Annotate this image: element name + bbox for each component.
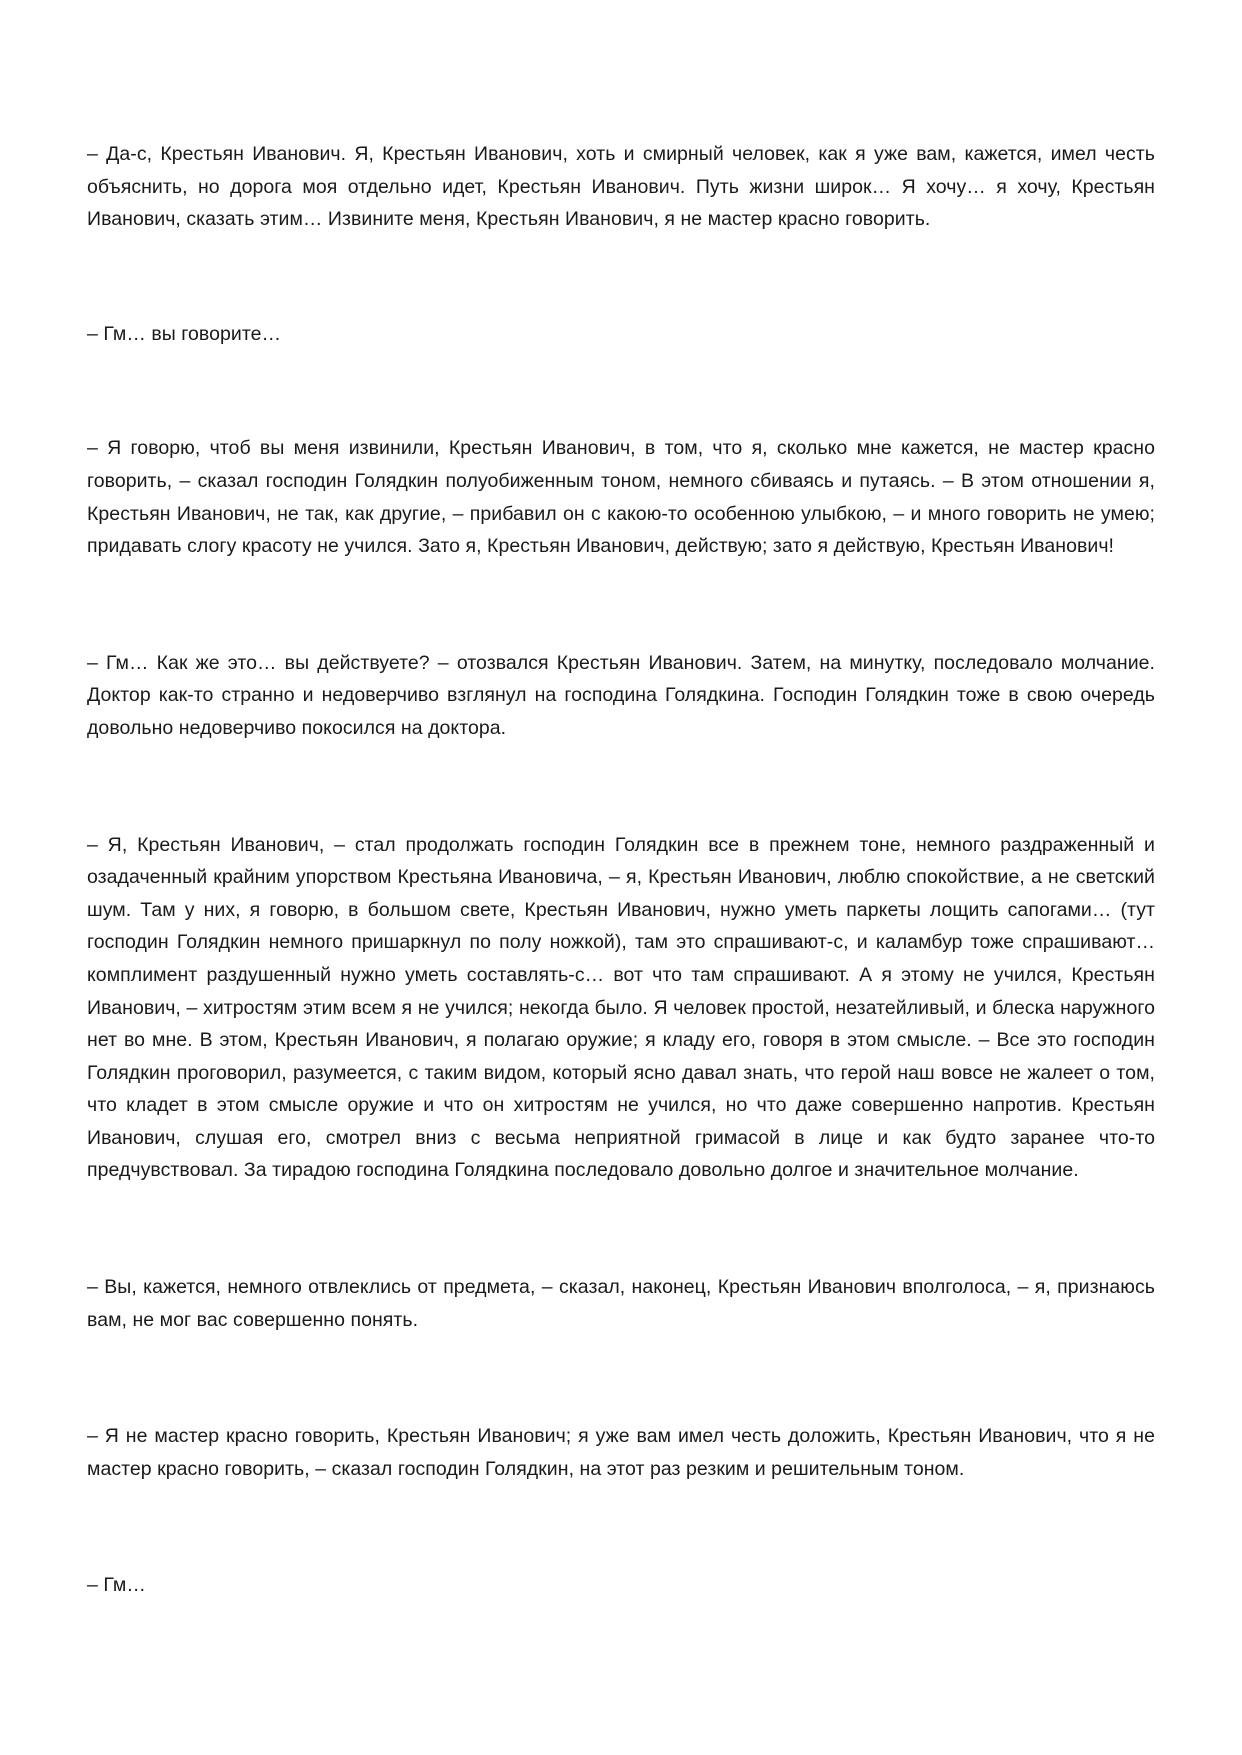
paragraph-spacer: [87, 350, 1155, 432]
paragraph-spacer: [87, 236, 1155, 318]
paragraph-spacer: [87, 1485, 1155, 1569]
paragraph-2: – Гм… вы говорите…: [87, 322, 282, 345]
paragraph-4: – Гм… Как же это… вы действуете? – отозвался Крестьян Иванович. Затем, на минутку, последовало молчание. Доктор как-то странно и недоверчиво взглянул на господина Голядкина. Господин Голядкин тоже в свою очередь довольно недоверчиво покосился на доктора.: [87, 651, 1155, 739]
paragraph-8: – Гм…: [87, 1574, 146, 1597]
paragraph-spacer: [87, 1336, 1155, 1420]
paragraph-6: – Вы, кажется, немного отвлеклись от предмета, – сказал, наконец, Крестьян Иванович вполголоса, – я, признаюсь вам, не мог вас совершенно понять.: [87, 1276, 1155, 1331]
document-page: [87, 138, 1155, 1602]
paragraph-spacer: [87, 563, 1155, 647]
paragraph-spacer: [87, 745, 1155, 829]
paragraph-3: – Я говорю, чтоб вы меня извинили, Крестьян Иванович, в том, что я, сколько мне кажется, не мастер красно говорить, – сказал господин Голядкин полуобиженным тоном, немного сбиваясь и путаясь. – В этом отношении я, Крестьян Иванович, не так, как другие, – прибавил он с какою-то особенною улыбкою, – и много говорить не умею; придавать слогу красоту не учился. Зато я, Крестьян Иванович, действую; зато я действую, Крестьян Иванович!: [87, 437, 1155, 558]
paragraph-7: – Я не мастер красно говорить, Крестьян Иванович; я уже вам имел честь доложить, Крестьян Иванович, что я не мастер красно говорить, – сказал господин Голядкин, на этот раз резким и решительным тоном.: [87, 1425, 1155, 1480]
paragraph-spacer: [87, 1187, 1155, 1271]
paragraph-5: – Я, Крестьян Иванович, – стал продолжать господин Голядкин все в прежнем тоне, немного раздраженный и озадаченный крайним упорством Крестьяна Ивановича, – я, Крестьян Иванович, люблю спокойствие, а не светский шум. Там у них, я говорю, в большом свете, Крестьян Иванович, нужно уметь паркеты лощить сапогами… (тут господин Голядкин немного пришаркнул по полу ножкой), там это спрашивают-с, и каламбур тоже спрашивают… комплимент раздушенный нужно уметь составлять-с… вот что там спрашивают. А я этому не учился, Крестьян Иванович, – хитростям этим всем я не учился; некогда было. Я человек простой, незатейливый, и блеска наружного нет во мне. В этом, Крестьян Иванович, я полагаю оружие; я кладу его, говоря в этом смысле. – Все это господин Голядкин проговорил, разумеется, с таким видом, который ясно давал знать, что герой наш вовсе не жалеет о том, что кладет в этом смысле оружие и что он хитростям не учился, но что даже совершенно напротив. Крестьян Иванович, слушая его, смотрел вниз с весьма неприятной гримасой в лице и как будто заранее что-то предчувствовал. За тирадою господина Голядкина последовало довольно долгое и значительное молчание.: [87, 833, 1155, 1182]
paragraph-1: – Да-с, Крестьян Иванович. Я, Крестьян Иванович, хоть и смирный человек, как я уже вам, кажется, имел честь объяснить, но дорога моя отдельно идет, Крестьян Иванович. Путь жизни широк… Я хочу… я хочу, Крестьян Иванович, сказать этим… Извините меня, Крестьян Иванович, я не мастер красно говорить.: [87, 143, 1155, 231]
